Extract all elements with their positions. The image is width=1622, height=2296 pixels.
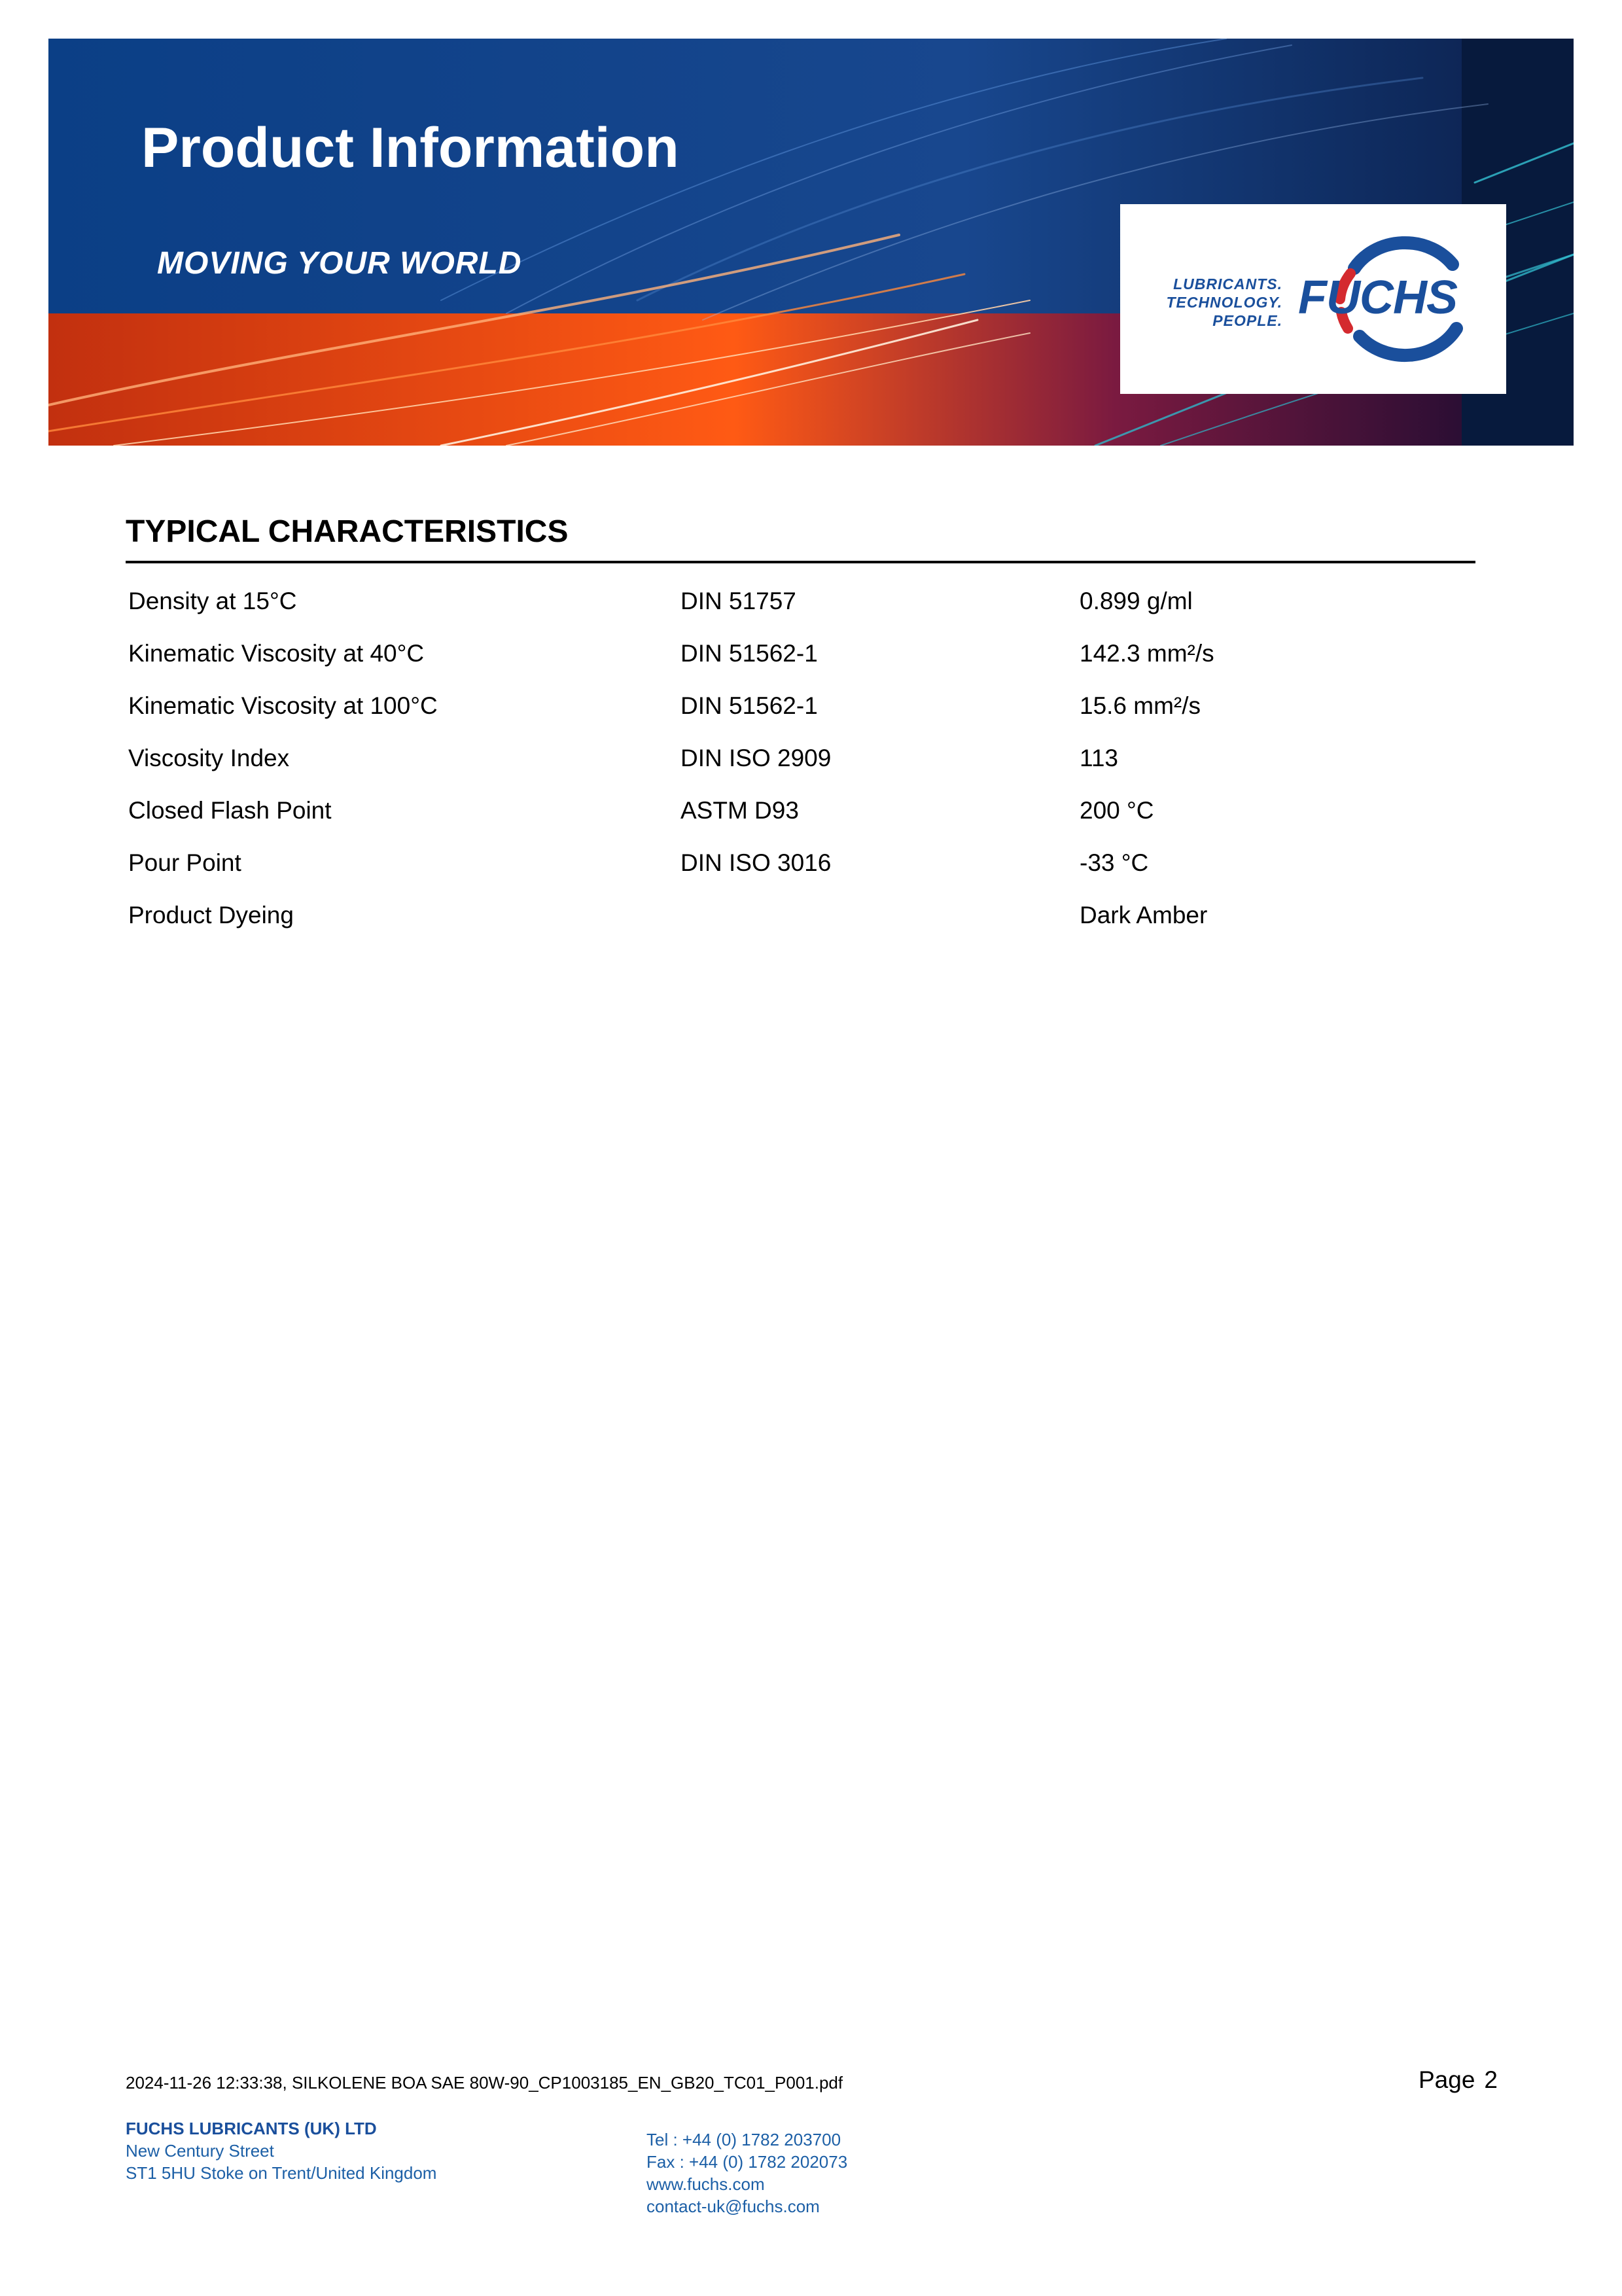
section-title: TYPICAL CHARACTERISTICS — [126, 514, 569, 549]
banner-tagline: MOVING YOUR WORLD — [157, 246, 522, 281]
contact-tel: Tel : +44 (0) 1782 203700 — [646, 2130, 841, 2149]
property-name: Kinematic Viscosity at 100°C — [128, 692, 438, 719]
fuchs-wordmark: FUCHS — [1298, 272, 1457, 324]
test-method: DIN ISO 3016 — [680, 849, 832, 876]
property-value: 15.6 mm²/s — [1080, 692, 1201, 719]
property-value: 0.899 g/ml — [1080, 588, 1193, 614]
website-link[interactable]: www.fuchs.com — [646, 2174, 765, 2194]
property-name: Closed Flash Point — [128, 797, 332, 824]
company-address — [126, 2117, 436, 2184]
page-title: Product Information — [141, 116, 679, 179]
fuchs-logo — [1120, 204, 1506, 394]
property-name: Viscosity Index — [128, 745, 290, 771]
property-name: Kinematic Viscosity at 40°C — [128, 640, 425, 667]
page-number — [1419, 2066, 1498, 2094]
test-method: DIN 51562-1 — [680, 640, 818, 667]
property-value: Dark Amber — [1080, 902, 1208, 928]
property-name: Pour Point — [128, 849, 241, 876]
contact-fax: Fax : +44 (0) 1782 202073 — [646, 2152, 848, 2172]
property-value: 113 — [1080, 745, 1118, 771]
email-link[interactable]: contact-uk@fuchs.com — [646, 2197, 820, 2216]
header-banner — [48, 39, 1574, 446]
property-value: 142.3 mm²/s — [1080, 640, 1214, 667]
property-name: Density at 15°C — [128, 588, 297, 614]
section-divider — [126, 561, 1475, 563]
test-method: DIN ISO 2909 — [680, 745, 832, 771]
page-number-value: 2 — [1484, 2066, 1498, 2093]
property-value: 200 °C — [1080, 797, 1154, 824]
company-street: New Century Street — [126, 2141, 274, 2161]
page-label: Page — [1419, 2066, 1475, 2093]
footer-file-info: 2024-11-26 12:33:38, SILKOLENE BOA SAE 80W-90_CP1003185_EN_GB20_TC01_P001.pdf — [126, 2073, 843, 2093]
test-method: ASTM D93 — [680, 797, 799, 824]
logo-tagline: LUBRICANTS. TECHNOLOGY. PEOPLE. — [1166, 275, 1282, 329]
company-city: ST1 5HU Stoke on Trent/United Kingdom — [126, 2163, 437, 2183]
property-value: -33 °C — [1080, 849, 1149, 876]
test-method: DIN 51757 — [680, 588, 796, 614]
company-name: FUCHS LUBRICANTS (UK) LTD — [126, 2119, 377, 2138]
company-contact — [646, 2128, 847, 2217]
property-name: Product Dyeing — [128, 902, 294, 928]
test-method: DIN 51562-1 — [680, 692, 818, 719]
